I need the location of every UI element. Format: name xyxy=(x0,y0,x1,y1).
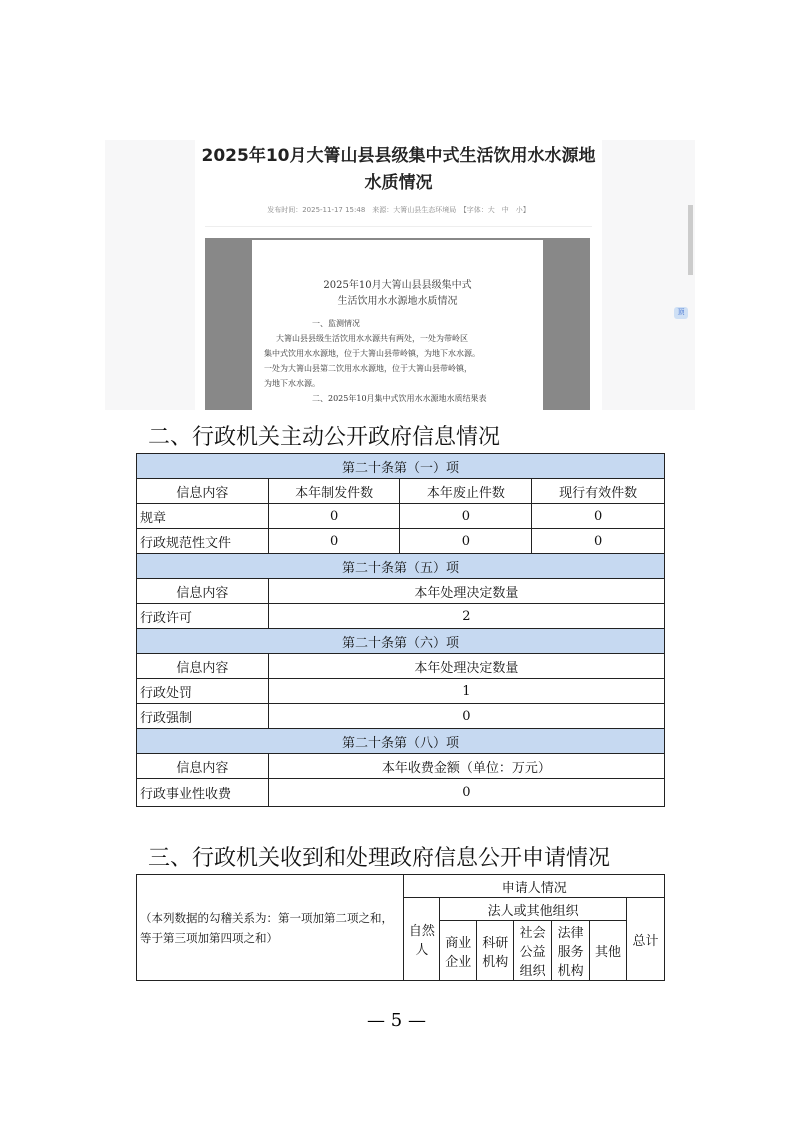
relation-note: （本列数据的勾稽关系为：第一项加第二项之和，等于第三项加第四项之和） xyxy=(137,875,404,981)
col-header: 本年处理决定数量 xyxy=(268,579,664,604)
cell: 0 xyxy=(532,529,665,554)
divider xyxy=(205,226,592,227)
cell: 0 xyxy=(268,504,400,529)
article-meta: 发布时间：2025-11-17 15:48 来源：大箐山县生态环境局 【字体：大 中 小】 xyxy=(267,206,530,214)
col-header: 现行有效件数 xyxy=(532,479,665,504)
section3-heading: 三、行政机关收到和处理政府信息公开申请情况 xyxy=(148,846,611,871)
cell: 0 xyxy=(268,779,664,807)
table-header: 第二十条第（一）项 xyxy=(137,454,665,479)
embedded-screenshot xyxy=(105,140,695,410)
org-type: 商业企业 xyxy=(440,921,477,981)
cell: 0 xyxy=(400,504,532,529)
cell: 1 xyxy=(268,679,664,704)
row-label: 行政规范性文件 xyxy=(137,529,269,554)
cell: 2 xyxy=(268,604,664,629)
org-type: 科研机构 xyxy=(477,921,514,981)
section2-heading: 二、行政机关主动公开政府信息情况 xyxy=(148,425,501,450)
cell: 0 xyxy=(532,504,665,529)
row-label: 规章 xyxy=(137,504,269,529)
org-type: 其他 xyxy=(590,921,627,981)
col-header: 信息内容 xyxy=(137,654,269,679)
scrollbar[interactable] xyxy=(688,205,693,275)
cell: 0 xyxy=(400,529,532,554)
doc-line: 大箐山县县级生活饮用水水源共有两处，一处为带岭区 xyxy=(276,334,468,343)
article-title: 2025年10月大箐山县县级集中式生活饮用水水源地水质情况 xyxy=(201,146,596,193)
natural-person: 自然人 xyxy=(404,898,440,981)
row-label: 行政强制 xyxy=(137,704,269,729)
col-header: 本年制发件数 xyxy=(268,479,400,504)
row-label: 行政许可 xyxy=(137,604,269,629)
col-header: 信息内容 xyxy=(137,579,269,604)
doc-title: 生活饮用水水源地水质情况 xyxy=(337,296,458,307)
org-type: 社会公益组织 xyxy=(514,921,552,981)
col-header: 本年废止件数 xyxy=(400,479,532,504)
total-header: 总计 xyxy=(627,898,665,981)
col-header: 信息内容 xyxy=(137,479,269,504)
doc-line: 集中式饮用水水源地，位于大箐山县带岭镇，为地下水水源。 xyxy=(264,349,480,358)
applicant-header: 申请人情况 xyxy=(404,875,665,898)
active-disclosure-table xyxy=(136,453,665,807)
doc-title: 2025年10月大箐山县县级集中式 xyxy=(323,280,472,291)
col-header: 信息内容 xyxy=(137,754,269,779)
row-label: 行政处罚 xyxy=(137,679,269,704)
cell: 0 xyxy=(268,704,664,729)
table-header: 第二十条第（六）项 xyxy=(137,629,665,654)
top-button[interactable]: 顶 xyxy=(674,307,688,319)
table-header: 第二十条第（五）项 xyxy=(137,554,665,579)
doc-line: 一处为大箐山县第二饮用水水源地，位于大箐山县带岭镇， xyxy=(264,364,472,373)
doc-line: 为地下水水源。 xyxy=(264,379,320,388)
col-header: 本年收费金额（单位：万元） xyxy=(268,754,664,779)
doc-line: 二、2025年10月集中式饮用水水源地水质结果表 xyxy=(312,394,487,403)
legal-entity-header: 法人或其他组织 xyxy=(440,898,627,921)
cell: 0 xyxy=(268,529,400,554)
row-label: 行政事业性收费 xyxy=(137,779,269,807)
page-number: — 5 — xyxy=(367,1010,426,1031)
application-table xyxy=(136,874,665,981)
table-header: 第二十条第（八）项 xyxy=(137,729,665,754)
doc-line: 一、监测情况 xyxy=(312,319,360,328)
doc-preview xyxy=(252,240,543,410)
col-header: 本年处理决定数量 xyxy=(268,654,664,679)
org-type: 法律服务机构 xyxy=(552,921,590,981)
